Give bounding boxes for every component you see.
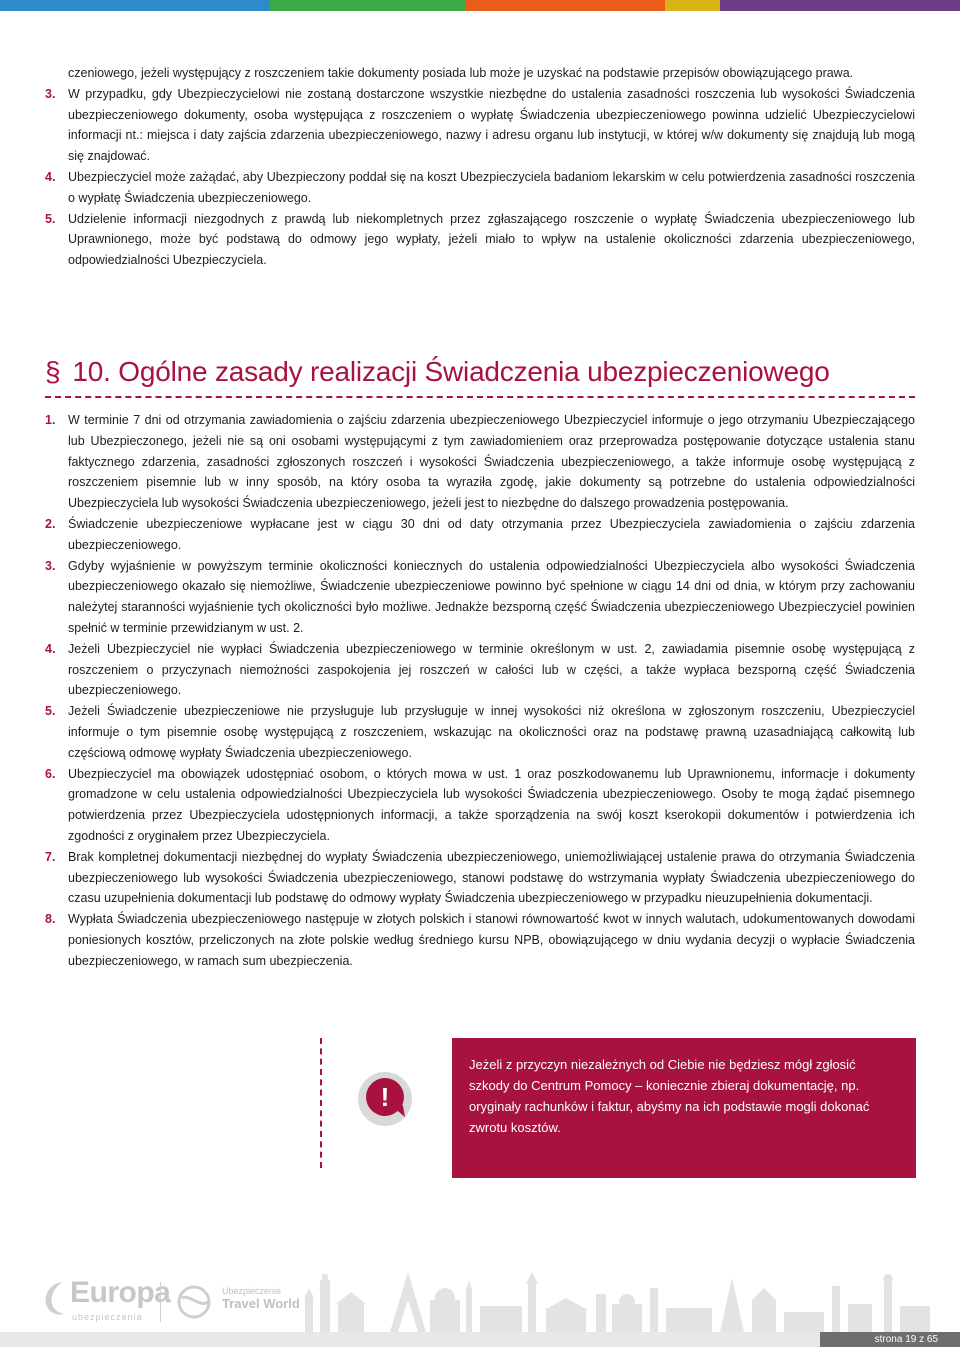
list-item: [45, 209, 915, 271]
exclamation-mark: !: [380, 1082, 390, 1112]
section-heading: [45, 354, 915, 398]
list-item-number: 6.: [45, 766, 56, 781]
paragraph-symbol: §: [45, 356, 61, 387]
travel-world-text: Travel World: [222, 1296, 300, 1311]
list-item: [45, 167, 915, 209]
list-item: [45, 639, 915, 701]
top-list-block: [45, 63, 915, 271]
europa-logo-mark: [42, 1278, 68, 1318]
list-item-number: 3.: [45, 558, 56, 573]
list-item-number: 4.: [45, 641, 56, 656]
list-item-number: 7.: [45, 849, 56, 864]
landmarks-skyline-icon: [300, 1270, 940, 1332]
list-item-text: W przypadku, gdy Ubezpieczycielowi nie zostaną dostarczone wszystkie niezbędne do ustalenia zasadności roszczenia lub wysokości Świadczenia ubezpieczeniowego dokumenty, osoba występująca z roszczeniem o wypłatę Świadczenia ubezpieczeniowego powinna udzielić Ubezpieczycielowi informacji nt.: miejsca i daty zajścia zdarzenia ubezpieczeniowego, nazwy i adresu organu lub instytucji, w której w/w dokumenty się znajdują lub mogą się znajdować.: [68, 86, 915, 164]
list-item-text: Brak kompletnej dokumentacji niezbędnej do wypłaty Świadczenia ubezpieczeniowego, uniemożliwiającej ustalenie prawa do otrzymania Świadczenia ubezpieczeniowego lub wysokości Świadczenia ubezpieczeniowego, stanowi podstawę do wstrzymania wypłaty Świadczenia ubezpieczeniowego do czasu uzupełnienia dokumentacji lub podstawę do odmowy wypłaty Świadczenia ubezpieczeniowego w przypadku nieuzupełnienia dokumentacji.: [68, 849, 915, 906]
notice-box: [452, 1038, 916, 1178]
europa-logo-text: Europa: [70, 1276, 171, 1309]
section-title: [45, 354, 915, 390]
stripe-segment: [720, 0, 960, 11]
list-item: [45, 847, 915, 909]
list-item-number: 8.: [45, 912, 56, 927]
section-list-block: [45, 410, 915, 972]
logo-separator: [160, 1282, 161, 1322]
footer-bar: [0, 1332, 960, 1347]
stripe-segment: [465, 0, 665, 11]
list-item-text: Jeżeli Ubezpieczyciel nie wypłaci Świadczenia ubezpieczeniowego w terminie określonym w ust. 2, zawiadamia pisemnie osobę występującą z roszczeniem o przyczynach niemożności zaspokojenia jej roszczeń w całości lub w części, a także wypłaca bezsporną część Świadczenia ubezpieczeniowego.: [68, 641, 915, 698]
list-item-text: Wypłata Świadczenia ubezpieczeniowego następuje w złotych polskich i stanowi równowartość kwot w innych walutach, udokumentowanych dowodami poniesionych kosztów, przeliczonych na złote polskie według średniego kursu NPB, obowiązującego w dniu wydania decyzji o wypłacie Świadczenia ubezpieczeniowego, w ramach sum ubezpieczenia.: [68, 912, 915, 968]
footer: [0, 1270, 960, 1347]
section-list: [45, 410, 915, 972]
list-item-text: Jeżeli Świadczenie ubezpieczeniowe nie przysługuje lub przysługuje w innej wysokości niż określona w zgłoszonym roszczeniu, Ubezpieczyciel informuje o tym pisemnie osobę występującą z roszczeniem, wskazując na okoliczności oraz na podstawę prawną uzasadniającą całkowitą lub częściową odmowę wypłaty Świadczenia ubezpieczeniowego.: [68, 704, 915, 760]
top-color-stripe: [0, 0, 960, 11]
list-item-number: 4.: [45, 169, 56, 184]
list-item: [45, 84, 915, 167]
travel-world-globe-icon: [176, 1284, 216, 1320]
list-item-text: Świadczenie ubezpieczeniowe wypłacane jest w ciągu 30 dni od daty otrzymania przez Ubezpieczyciela zawiadomienia o zajściu zdarzenia ubezpieczeniowego.: [68, 516, 915, 552]
list-item-number: 1.: [45, 413, 56, 427]
section-dashed-rule: [45, 396, 915, 398]
list-item-text: W terminie 7 dni od otrzymania zawiadomienia o zajściu zdarzenia ubezpieczeniowego Ubezpieczyciel informuje o jego otrzymaniu Ubezpieczającego lub Ubezpieczonego, jeżeli nie są oni osobami występującymi z tym zawiadomieniem oraz przeprowadza postępowanie dotyczące ustalenia stanu faktycznego zdarzenia, zasadności zgłoszonych roszczeń i wysokości Świadczenia ubezpieczeniowego, a także informuje osobę występującą z roszczeniem pisemnie lub w inny sposób, na który osoba ta wyraziła zgodę, jakie dokumenty są potrzebne do ustalenia odpowiedzialności Ubezpieczyciela lub wysokości Świadczenia ubezpieczeniowego, jeżeli jest to niezbędne do dalszego prowadzenia postępowania.: [68, 413, 915, 511]
section-title-text: 10. Ogólne zasady realizacji Świadczenia ubezpieczeniowego: [72, 356, 830, 387]
europa-logo-subtitle: ubezpieczenia: [72, 1312, 143, 1322]
page-number: strona 19 z 65: [874, 1334, 938, 1345]
list-item-text: Gdyby wyjaśnienie w powyższym terminie okoliczności koniecznych do ustalenia odpowiedzialności Ubezpieczyciela albo wysokości Świadczenia ubezpieczeniowego okazało się niemożliwe, Świadczenie ubezpieczeniowe powinno być spełnione w ciągu 14 dni od dnia, w którym przy zachowaniu należytej staranności wyjaśnienie tych okoliczności było możliwe. Jednakże bezsporną część Świadczenia ubezpieczeniowego Ubezpieczyciel powinien spełnić w terminie przewidzianym w ust. 2.: [68, 558, 915, 635]
list-item-number: 5.: [45, 704, 56, 719]
stripe-segment: [270, 0, 465, 11]
list-item-number: 5.: [45, 211, 56, 226]
list-item: [45, 514, 915, 556]
stripe-segment: [665, 0, 720, 11]
list-item-text: Ubezpieczyciel może zażądać, aby Ubezpieczony poddał się na koszt Ubezpieczyciela badaniom lekarskim w celu potwierdzenia zasadności roszczenia o wypłatę Świadczenia ubezpieczeniowego.: [68, 169, 915, 205]
list-item: [45, 764, 915, 847]
stripe-segment: [0, 0, 270, 11]
notice-dashed-divider: [320, 1038, 322, 1168]
list-item-text: Ubezpieczyciel ma obowiązek udostępniać osobom, o których mowa w ust. 1 oraz poszkodowanemu lub Uprawnionemu, informacje i dokumenty gromadzone w celu ustalenia odpowiedzialności Ubezpieczyciela lub wysokości Świadczenia ubezpieczeniowego. Osoby te mogą żądać pisemnego potwierdzenia przez Ubezpieczyciela udostępnionych informacji, a także sporządzenia na swój koszt kserokopii dokumentów i potwierdzenia ich zgodności z oryginałem przez Ubezpieczyciela.: [68, 766, 915, 843]
list-item: [45, 556, 915, 639]
list-item-text: Udzielenie informacji niezgodnych z prawdą lub niekompletnych przez zgłaszającego roszczenie o wypłatę Świadczenia ubezpieczeniowego lub Uprawnionego, może być podstawą do odmowy jego wypłaty, jeżeli miało to wpływ na ustalenie okoliczności zdarzenia ubezpieczeniowego, odpowiedzialności Ubezpieczyciela.: [68, 211, 915, 268]
list-item-number: 3.: [45, 86, 56, 101]
list-item-number: 2.: [45, 516, 56, 531]
notice-text: Jeżeli z przyczyn niezależnych od Ciebie nie będziesz mógł zgłosić szkody do Centrum Pomocy – koniecznie zbieraj dokumentację, np. oryginały rachunków i faktur, abyśmy na ich podstawie mogli dokonać zwrotu kosztów.: [469, 1057, 870, 1135]
list-item: [45, 701, 915, 763]
continuation-text: czeniowego, jeżeli występujący z roszczeniem takie dokumenty posiada lub może je uzyskać na podstawie przepisów obowiązującego prawa.: [68, 66, 854, 80]
top-list: [45, 84, 915, 271]
list-item: [45, 410, 915, 514]
travel-world-top-text: Ubezpieczenie: [222, 1286, 282, 1296]
list-item: [45, 909, 915, 971]
